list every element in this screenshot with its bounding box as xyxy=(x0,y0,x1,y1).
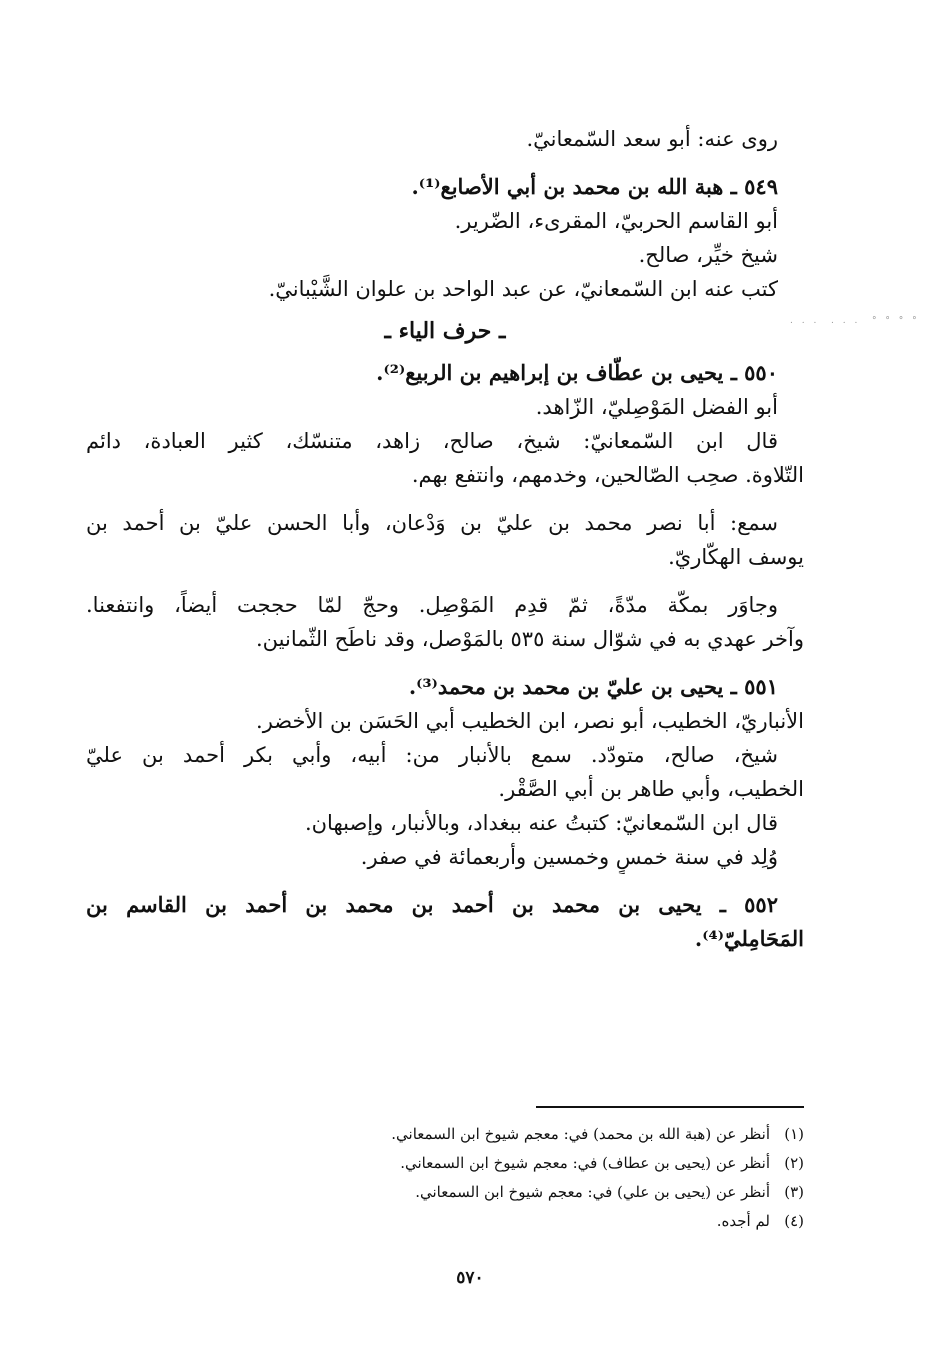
text-line: سمع: أبا نصر محمد بن عليّ بن وَدْعان، وأبا الحسن عليّ بن أحمد بن xyxy=(86,511,778,535)
footnote-2 xyxy=(286,1149,804,1178)
page-number: ٥٧٠ xyxy=(456,1268,484,1288)
footnote-4 xyxy=(286,1207,804,1236)
text-line: الخطيب، وأبي طاهر بن أبي الصَّقْر. xyxy=(498,777,804,801)
entry-550-title: ٥٥٠ ـ يحيى بن عطّاف بن إبراهيم بن الربيع⁽²⁾. xyxy=(376,360,778,385)
text-line: روى عنه: أبو سعد السّمعانيّ. xyxy=(526,127,778,151)
entry-549-title: ٥٤٩ ـ هبة الله بن محمد بن أبي الأصابع⁽¹⁾. xyxy=(411,174,778,199)
text-line: أبو القاسم الحربيّ، المقرىء، الضّرير. xyxy=(454,209,778,233)
text-line: كتب عنه ابن السّمعانيّ، عن عبد الواحد بن علوان الشَّيْبانيّ. xyxy=(268,277,778,301)
text-line: شيخ، صالح، متودّد. سمع بالأنبار من: أبيه، وأبي بكر أحمد بن عليّ xyxy=(86,743,778,767)
entry-551-title: ٥٥١ ـ يحيى بن عليّ بن محمد بن محمد⁽³⁾. xyxy=(408,674,778,699)
footnote-number: (١) xyxy=(784,1125,804,1143)
footnote-number: (٣) xyxy=(784,1183,804,1201)
footnote-text: أنظر عن (هبة الله بن محمد) في: معجم شيوخ ابن السمعاني. xyxy=(391,1125,770,1143)
text-line: يوسف الهكّاريّ. xyxy=(668,545,804,569)
text-line: وُلِد في سنة خمسٍ وخمسين وأربعمائة في صفر. xyxy=(360,845,778,869)
footnote-text: أنظر عن (يحيى بن عطاف) في: معجم شيوخ ابن السمعاني. xyxy=(400,1154,770,1172)
text-line: قال ابن السّمعانيّ: كتبتُ عنه ببغداد، وبالأنبار، وإصبهان. xyxy=(304,811,778,835)
scan-artifact-dots: . . . . . . ° ° ° ° xyxy=(790,316,920,326)
text-line: وآخر عهدي به في شوّال سنة ٥٣٥ بالمَوْصل، وقد ناطَح الثّمانين. xyxy=(256,627,804,651)
footnote-1 xyxy=(286,1120,804,1149)
footnote-text: لم أجده. xyxy=(716,1212,770,1230)
main-text xyxy=(86,122,804,956)
section-heading: ـ حرف الياء ـ xyxy=(384,318,506,344)
footnote-3 xyxy=(286,1178,804,1207)
text-line: شيخ خيِّر، صالح. xyxy=(638,243,778,267)
text-line: أبو الفضل المَوْصِليّ، الزّاهد. xyxy=(535,395,778,419)
text-line: التّلاوة. صحِب الصّالحين، وخدمهم، وانتفع بهم. xyxy=(411,463,804,487)
footnote-separator xyxy=(536,1106,804,1108)
footnote-number: (٤) xyxy=(784,1212,804,1230)
text-line: قال ابن السّمعانيّ: شيخ، صالح، زاهد، متنسّك، كثير العبادة، دائم xyxy=(86,429,778,453)
text-line: وجاوَر بمكّة مدّةً، ثمّ قدِم المَوْصِل. وحجّ لمّا حججت أيضاً، وانتفعنا. xyxy=(86,593,778,617)
footnotes xyxy=(286,1120,804,1236)
text-line: الأنباريّ، الخطيب، أبو نصر، ابن الخطيب أبي الحَسَن بن الأخضر. xyxy=(256,709,804,733)
entry-552-title-continued: المَحَامِليّ⁽⁴⁾. xyxy=(694,926,804,951)
footnote-number: (٢) xyxy=(784,1154,804,1172)
footnote-text: أنظر عن (يحيى بن علي) في: معجم شيوخ ابن السمعاني. xyxy=(415,1183,770,1201)
entry-552-title: ٥٥٢ ـ يحيى بن محمد بن أحمد بن محمد بن أحمد بن القاسم بن xyxy=(86,892,778,917)
